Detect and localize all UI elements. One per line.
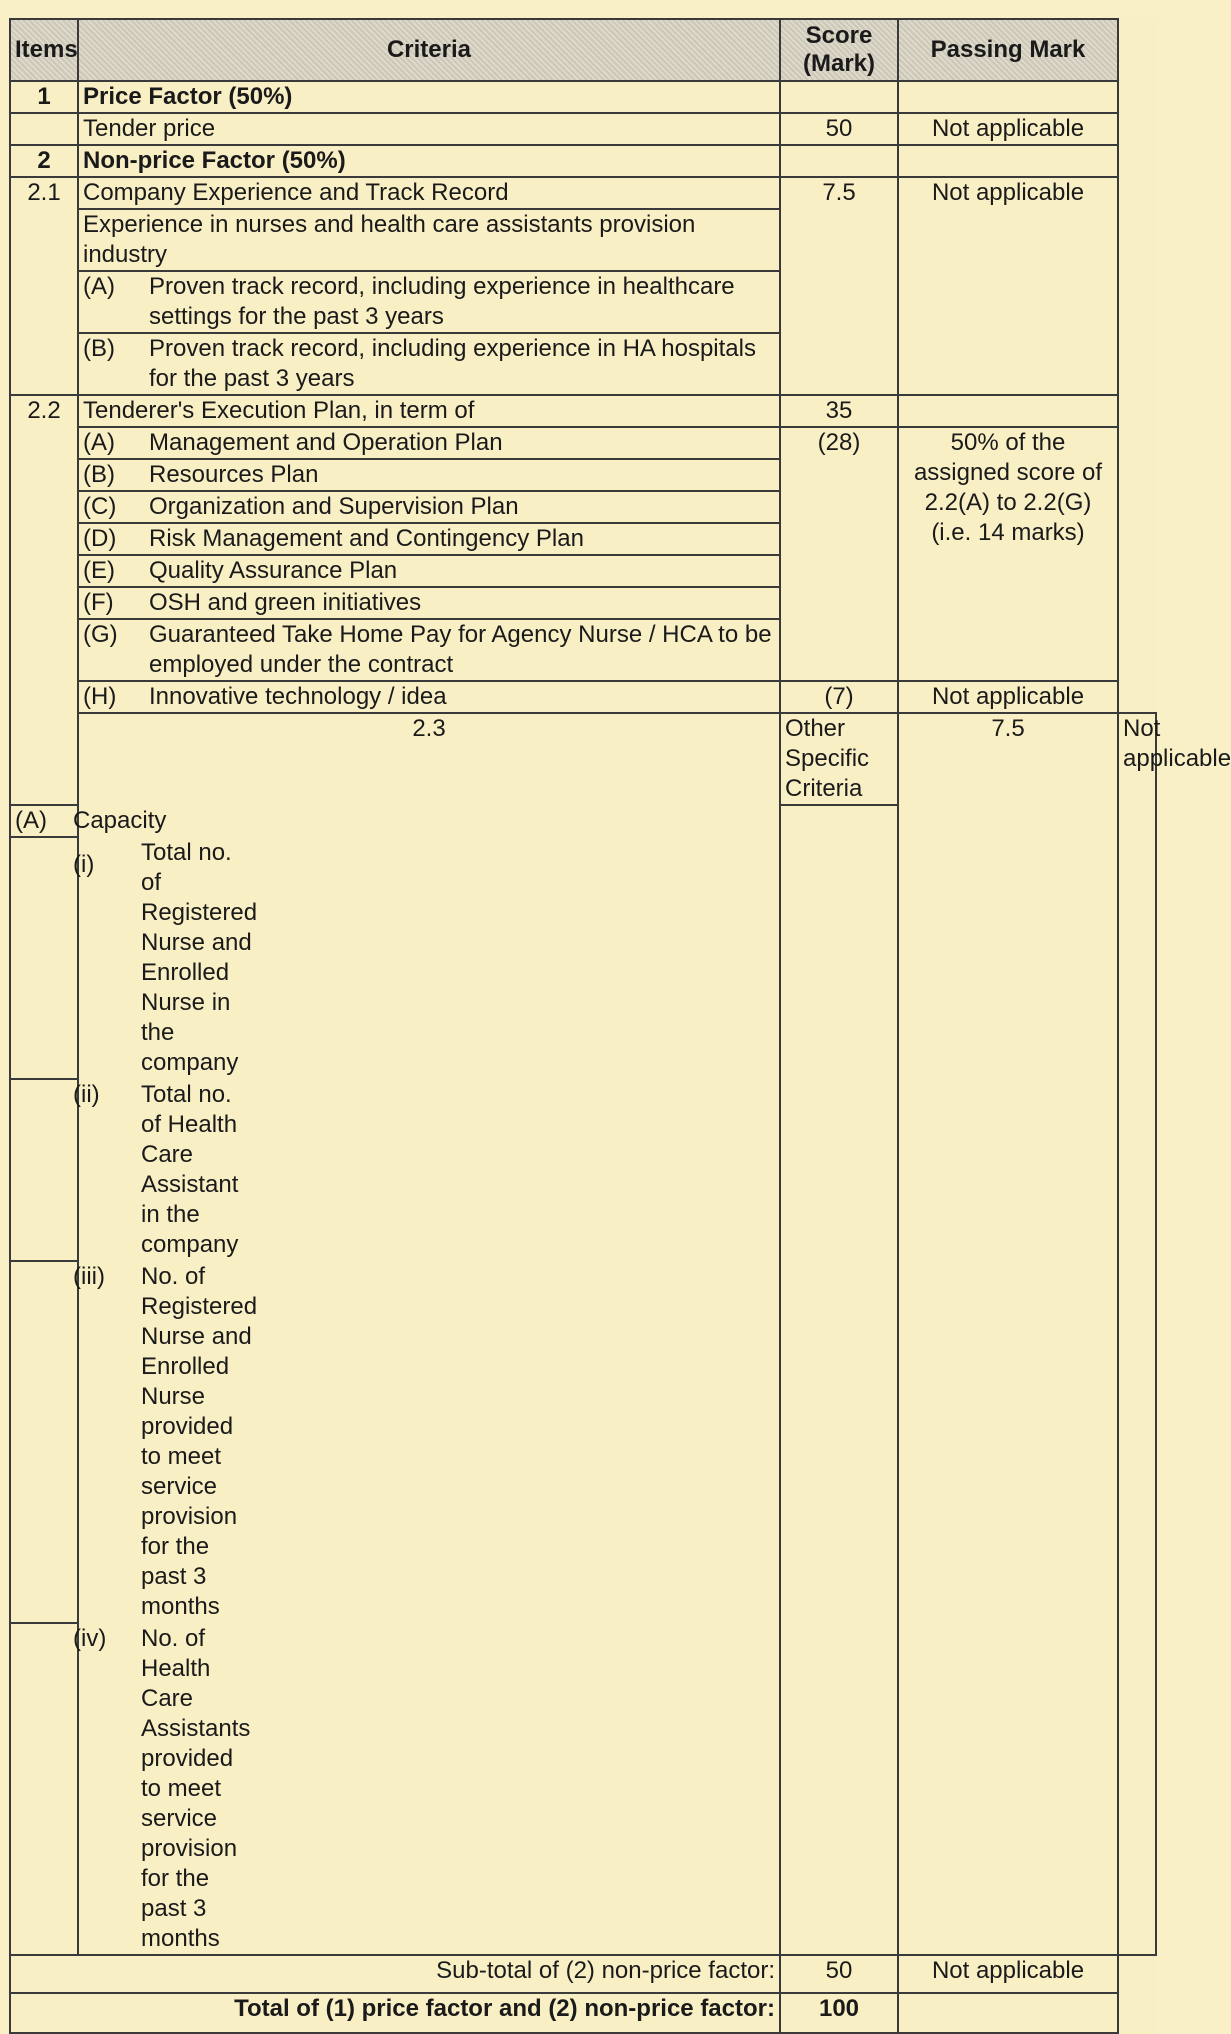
subtotal-row <box>10 1955 1156 1993</box>
table-row <box>10 177 1156 209</box>
subtotal-label: Sub-total of (2) non-price factor: <box>10 1955 780 1993</box>
item-text: Proven track record, including experience in HA hospitals for the past 3 years <box>149 335 756 392</box>
item-label: (G) <box>83 621 118 648</box>
criteria-lettered-item <box>78 555 780 587</box>
item-label: (A) <box>15 807 47 834</box>
passing-mark-value: Not applicable <box>898 113 1118 145</box>
table-row <box>10 713 1156 805</box>
item-text: Organization and Supervision Plan <box>149 493 519 520</box>
item-label: (D) <box>83 525 117 552</box>
section-title: Non-price Factor (50%) <box>78 145 780 177</box>
criteria-roman-item <box>10 1261 258 1623</box>
header-score: Score (Mark) <box>780 19 898 81</box>
item-text: Quality Assurance Plan <box>149 557 398 584</box>
item-text: Resources Plan <box>149 461 319 488</box>
table-row <box>10 395 1156 427</box>
criteria-lettered-item <box>78 619 780 681</box>
passing-cell <box>898 145 1118 177</box>
item-label: (A) <box>83 429 115 456</box>
header-items: Items <box>10 19 78 81</box>
criteria-lettered-item <box>78 491 780 523</box>
score-cell <box>780 145 898 177</box>
item-label: (i) <box>73 851 95 878</box>
item-number: 2.2 <box>10 395 78 805</box>
item-text: Guaranteed Take Home Pay for Agency Nurse / HCA to be employed under the contract <box>149 621 772 678</box>
score-value: 7.5 <box>898 713 1118 1955</box>
item-text: Total no. of Registered Nurse and Enrolled Nurse in the company <box>141 839 258 1076</box>
item-label: (iv) <box>73 1625 107 1652</box>
criteria-lettered-item <box>78 459 780 491</box>
score-value: (7) <box>780 681 898 713</box>
total-score: 100 <box>780 1993 898 2033</box>
total-row <box>10 1993 1156 2033</box>
total-passing-cell <box>898 1993 1118 2033</box>
item-label: (B) <box>83 335 115 362</box>
score-value: (28) <box>780 427 898 681</box>
criteria-text: Tender price <box>78 113 780 145</box>
item-label: (A) <box>83 273 115 300</box>
item-label: (H) <box>83 683 117 710</box>
criteria-lettered-item <box>78 681 780 713</box>
criteria-lettered-item <box>78 427 780 459</box>
score-cell <box>780 81 898 113</box>
item-number <box>10 113 78 145</box>
item-number: 2.1 <box>10 177 78 395</box>
item-text: Proven track record, including experience in healthcare settings for the past 3 years <box>149 273 735 330</box>
item-label: (E) <box>83 557 115 584</box>
criteria-roman-item <box>10 1623 251 1955</box>
criteria-lettered-item <box>78 523 780 555</box>
item-label: (ii) <box>73 1081 100 1108</box>
item-text: Risk Management and Contingency Plan <box>149 525 584 552</box>
table-header-row <box>10 19 1156 81</box>
table-row <box>10 81 1156 113</box>
score-value: 7.5 <box>780 177 898 395</box>
criteria-lettered-item <box>78 587 780 619</box>
passing-cell <box>898 395 1118 427</box>
criteria-text: Other Specific Criteria <box>780 713 898 805</box>
item-label: (F) <box>83 589 114 616</box>
passing-mark-value: Not applicable <box>898 681 1118 713</box>
criteria-roman-item <box>10 1079 239 1261</box>
score-value: 35 <box>780 395 898 427</box>
criteria-roman-item <box>10 837 258 1079</box>
item-number: 2 <box>10 145 78 177</box>
item-text: Capacity <box>73 807 167 834</box>
table-row <box>10 681 1156 713</box>
table-row <box>10 145 1156 177</box>
criteria-lettered-item <box>78 333 780 395</box>
header-criteria: Criteria <box>78 19 780 81</box>
subtotal-score: 50 <box>780 1955 898 1993</box>
passing-mark-value: 50% of the assigned score of 2.2(A) to 2.2(G) (i.e. 14 marks) <box>898 427 1118 681</box>
item-number: 1 <box>10 81 78 113</box>
section-title: Price Factor (50%) <box>78 81 780 113</box>
criteria-text: Experience in nurses and health care assistants provision industry <box>78 209 780 271</box>
table-row <box>10 113 1156 145</box>
item-text: Innovative technology / idea <box>149 683 447 710</box>
criteria-text: Company Experience and Track Record <box>78 177 780 209</box>
criteria-lettered-item <box>10 805 167 837</box>
item-text: OSH and green initiatives <box>149 589 422 616</box>
passing-mark-value: Not applicable <box>898 177 1118 395</box>
item-label: (C) <box>83 493 117 520</box>
item-number: 2.3 <box>78 713 780 1955</box>
header-passing-mark: Passing Mark <box>898 19 1118 81</box>
passing-cell <box>898 81 1118 113</box>
subtotal-passing-mark: Not applicable <box>898 1955 1118 1993</box>
item-label: (B) <box>83 461 115 488</box>
criteria-text: Tenderer's Execution Plan, in term of <box>78 395 780 427</box>
passing-mark-value: Not applicable <box>1118 713 1156 1955</box>
total-label: Total of (1) price factor and (2) non-price factor: <box>10 1993 780 2033</box>
item-text: No. of Registered Nurse and Enrolled Nurse provided to meet service provision for the past 3 months <box>141 1263 258 1620</box>
item-text: No. of Health Care Assistants provided to meet service provision for the past 3 months <box>141 1625 251 1952</box>
item-text: Management and Operation Plan <box>149 429 503 456</box>
item-text: Total no. of Health Care Assistant in the company <box>141 1081 239 1258</box>
evaluation-criteria-table <box>9 18 1231 2034</box>
table-row <box>10 427 1156 459</box>
criteria-lettered-item <box>78 271 780 333</box>
score-value: 50 <box>780 113 898 145</box>
item-label: (iii) <box>73 1263 105 1290</box>
